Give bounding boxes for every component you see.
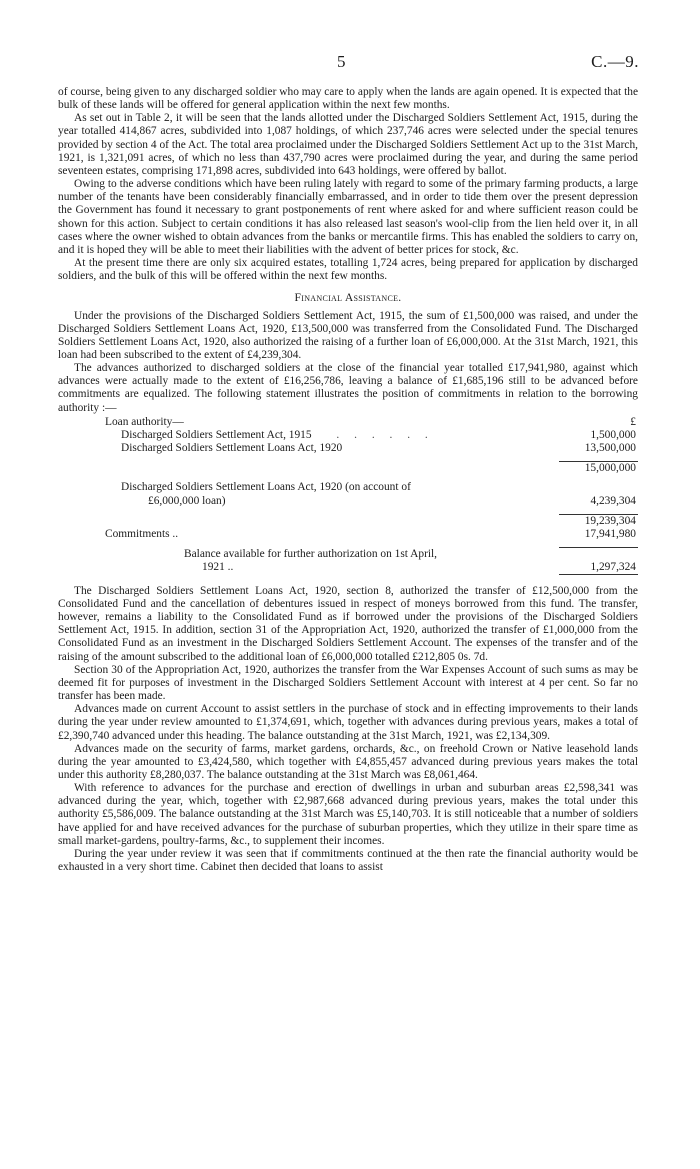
statement-row-label: Discharged Soldiers Settlement Loans Act, 1920 (on account of xyxy=(121,481,411,494)
paragraph-acquired-estates: At the present time there are only six acquired estates, totalling 1,724 acres, being prepared for application by discharged soldiers, and the bulk of this will be offered within the next few months. xyxy=(58,257,638,283)
paragraph-lands-allotted: As set out in Table 2, it will be seen that the lands allotted under the Discharged Soldiers Settlement Act, 1915, during the year totalled 414,867 acres, subdivided into 1,087 holdings, of which 237,746 acres were selected under the special tenures provided by section 4 of the Act. The total area proclaimed under the Discharged Soldiers Settlement Act up to the 31st March, 1921, is 1,321,091 acres, of which no less than 437,790 acres were proclaimed during the year, and during the same period seventeen estates, comprising 171,898 acres, subdivided into 643 holdings, were offered by ballot. xyxy=(58,112,638,177)
commitments-label: Commitments .. xyxy=(105,527,179,540)
page-header xyxy=(58,52,638,86)
balance-label: 1921 .. xyxy=(202,561,234,574)
balance-amount: 1,297,324 xyxy=(559,561,638,575)
paragraph-farm-security: Advances made on the security of farms, market gardens, orchards, &c., on freehold Crown or Native leasehold lands during the year amounted to £3,424,580, which together with £4,855,457 advanced during previous years makes the total under this authority £8,280,037. The balance outstanding at the 31st March was £8,061,464. xyxy=(58,742,638,781)
statement-amount: 1,500,000 xyxy=(590,428,636,441)
paragraph-continuation: of course, being given to any discharged soldier who may care to apply when the lands are again opened. It is expected that the bulk of these lands will be offered for general application within the next few months. xyxy=(58,86,638,112)
statement-subtotal: 19,239,304 xyxy=(559,514,638,528)
leader-dots: . . . . . . xyxy=(336,428,434,441)
document-reference: C.—9. xyxy=(591,52,639,71)
statement-row-label: £6,000,000 loan) xyxy=(148,494,226,507)
document-page xyxy=(58,52,638,874)
paragraph-advances-authorized: The advances authorized to discharged soldiers at the close of the financial year totalled £17,941,980, against which advances were actually made to the extent of £16,256,786, leaving a balance of £1,685,196 still to be advanced before commitments are equalized. The following statement illustrates the position of commitments in relation to the borrowing authority :— xyxy=(58,362,638,414)
statement-amount: 13,500,000 xyxy=(584,442,636,455)
paragraph-adverse-conditions: Owing to the adverse conditions which have been ruling lately with regard to some of the primary farming products, a large number of the tenants have been considerably financially embarrassed, and in order to tide them over the present depression the Government has found it necessary to grant postponements of rent where asked for and where sufficient reason could be shown for this action. Subject to certain conditions it has also released last season's wool-clip from the lien held over it, in all cases where the owner wished to obtain advances from the banks or mercantile firms. This has enabled the soldiers to carry on, and it is hoped they will be able to meet their liabilities with the advent of better prices for stock, &c. xyxy=(58,178,638,256)
commitments-amount: 17,941,980 xyxy=(584,527,636,540)
currency-symbol: £ xyxy=(630,415,636,428)
loan-authority-label: Loan authority— xyxy=(105,415,184,428)
document-body xyxy=(58,86,638,874)
commitments-statement xyxy=(58,416,638,575)
paragraph-financial-authority: During the year under review it was seen that if commitments continued at the then rate the financial authority would be exhausted in a very short time. Cabinet then decided that loans to assist xyxy=(58,847,638,874)
paragraph-loan-provisions: Under the provisions of the Discharged Soldiers Settlement Act, 1915, the sum of £1,500,000 was raised, and under the Discharged Soldiers Settlement Loans Act, 1920, £13,500,000 was transferred from the Consolidated Fund. The Discharged Soldiers Settlement Loans Act, 1920, also authorized the raising of a further loan of £6,000,000. At the 31st March, 1921, this loan had been subscribed to the extent of £4,239,304. xyxy=(58,309,638,361)
statement-row-label: Discharged Soldiers Settlement Loans Act, 1920 xyxy=(121,442,343,455)
paragraph-loans-act-section8: The Discharged Soldiers Settlement Loans Act, 1920, section 8, authorized the transfer of £12,500,000 from the Consolidated Fund and the cancellation of debentures issued in respect of moneys borrowed from this fund. The transfer, however, remains a liability to the Consolidated Fund as if borrowed under the provisions of the Discharged Soldiers Settlement Act, 1915. In addition, section 31 of the Appropriation Act, 1920, authorized the transfer of £1,000,000 from the Consolidated Fund as an investment in the Discharged Soldiers Settlement Account. The expenses of the transfer and of the raising of the amount subscribed to the additional loan of £6,000,000 totalled £212,805 0s. 7d. xyxy=(58,584,638,663)
balance-label: Balance available for further authorization on 1st April, xyxy=(184,547,438,560)
paragraph-current-account: Advances made on current Account to assist settlers in the purchase of stock and in effecting improvements to their lands during the year under review amounted to £1,374,691, which, together with advances during previous years, makes a total of £2,390,740 advanced under this heading. The balance outstanding at the 31st March, 1921, was £2,134,309. xyxy=(58,703,638,742)
paragraph-dwellings: With reference to advances for the purchase and erection of dwellings in urban and suburban areas £2,598,341 was advanced during the year, which, together with £2,987,668 advanced during previous years, makes the total under this authority £5,586,009. The balance outstanding at the 31st March was £5,140,703. It is still noticeable that a number of soldiers have applied for and have received advances for the purchase of suburban properties, which they utilize in their spare time as small market-gardens, poultry-farms, &c., to supplement their incomes. xyxy=(58,782,638,847)
paragraph-appropriation-act: Section 30 of the Appropriation Act, 1920, authorizes the transfer from the War Expenses Account of such sums as may be deemed fit for purposes of investment in the Discharged Soldiers Settlement Account with interest at 4 per cent. So far no transfer has been made. xyxy=(58,663,638,703)
page-number: 5 xyxy=(337,52,346,71)
statement-amount: 4,239,304 xyxy=(590,494,636,507)
statement-row-label: Discharged Soldiers Settlement Act, 1915 . . . . . . xyxy=(121,428,434,441)
statement-subtotal: 15,000,000 xyxy=(559,462,638,476)
section-heading: Financial Assistance. xyxy=(294,291,402,305)
